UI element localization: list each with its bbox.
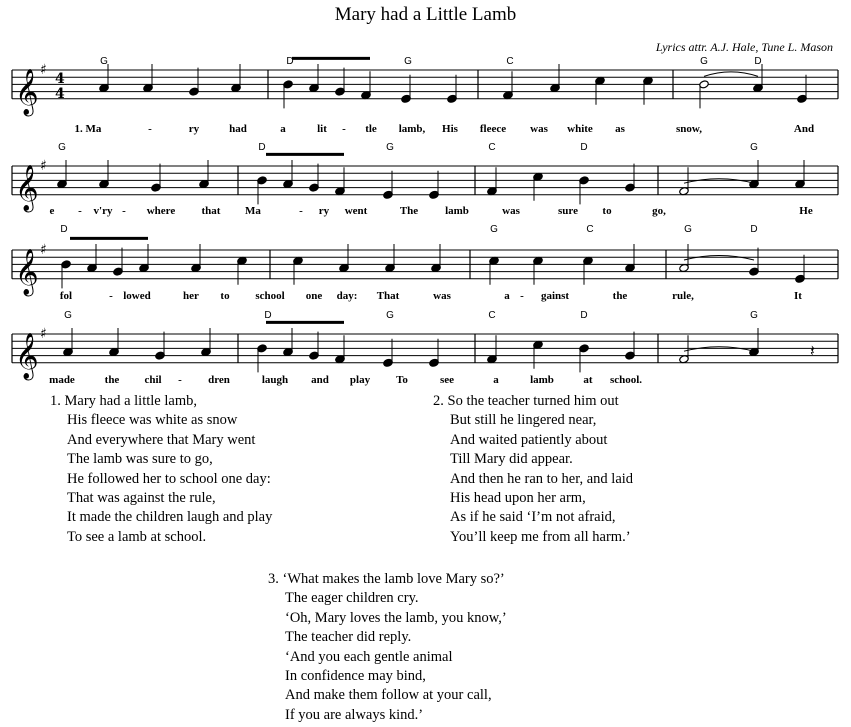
lyric-syllable: It [794, 290, 802, 302]
verse-2 [433, 392, 633, 547]
lyric-syllable: tle [365, 123, 377, 135]
verse-text: It made the children laugh and play [67, 509, 273, 526]
lyric-syllable: ry [318, 205, 330, 217]
lyric-syllable: e [49, 205, 55, 217]
lyric-syllable: day: [336, 290, 358, 302]
tie [684, 347, 754, 352]
verse-line [268, 589, 507, 608]
verse-line [268, 706, 507, 725]
lyric-syllable: a [493, 374, 499, 386]
verse-line [50, 470, 272, 489]
lyric-syllable: The [399, 205, 419, 217]
verse-text: In confidence may bind, [285, 668, 426, 685]
song-title: Mary had a Little Lamb [334, 4, 517, 25]
lyric-syllable: - [520, 290, 524, 302]
chord-symbol: D [580, 142, 588, 153]
lyric-syllable: that [201, 205, 221, 217]
verse-text: ‘Oh, Mary loves the lamb, you know,’ [285, 609, 507, 626]
staff-system [12, 142, 838, 217]
lyric-syllable: - [299, 205, 303, 217]
chord-symbol: G [750, 142, 758, 153]
treble-clef-icon: 𝄞 [15, 248, 39, 295]
time-signature-bottom: 4 [55, 86, 65, 102]
verse-text: He followed her to school one day: [67, 470, 271, 487]
lyric-syllable: And [793, 123, 815, 135]
verse-line [433, 508, 633, 527]
key-signature-sharp: ♯ [40, 242, 47, 258]
verse-text: To see a lamb at school. [67, 528, 207, 545]
lyric-syllable: the [104, 374, 120, 386]
lyric-syllable: chil [144, 374, 162, 386]
verse-text: The teacher did reply. [285, 629, 412, 646]
chord-symbol: D [60, 224, 68, 235]
verse-line [50, 392, 272, 411]
tie [704, 72, 758, 77]
lyric-syllable: was [433, 290, 451, 302]
verse-text: So the teacher turned him out [447, 393, 619, 409]
verse-line [433, 470, 633, 489]
staff-system [12, 224, 838, 302]
quarter-rest-icon: 𝄽 [810, 341, 815, 360]
chord-symbol: D [754, 56, 762, 67]
verse-text: And then he ran to her, and laid [450, 470, 634, 487]
verse-text: The eager children cry. [285, 590, 419, 607]
lyric-syllable: where [146, 205, 176, 217]
lyric-syllable: her [183, 290, 199, 302]
lyric-syllable: the [612, 290, 628, 302]
lyric-syllable: - [148, 123, 152, 135]
lyric-syllable: lit [317, 123, 327, 135]
lyric-syllable: school. [609, 374, 643, 386]
verse-line [50, 508, 272, 527]
chord-symbol: D [264, 310, 272, 321]
lyric-syllable: went [344, 205, 368, 217]
lyric-syllable: sure [558, 205, 578, 217]
verse-text: ‘And you each gentle animal [285, 648, 453, 665]
lyric-syllable: play [349, 374, 371, 386]
lyric-syllable: - [78, 205, 82, 217]
lyric-syllable: white [567, 123, 593, 135]
lyric-syllable: to [220, 290, 230, 302]
lyric-syllable: see [439, 374, 455, 386]
lyric-syllable: school [255, 290, 285, 302]
verse-line [50, 431, 272, 450]
lyric-syllable: lamb [445, 205, 469, 217]
lyric-syllable: lamb [530, 374, 554, 386]
lyric-syllable: to [602, 205, 612, 217]
chord-symbol: C [488, 310, 496, 321]
lyric-syllable: To [396, 374, 408, 386]
verse-line [433, 392, 633, 411]
lyric-syllable: - [109, 290, 113, 302]
lyric-syllable: as [615, 123, 625, 135]
lyric-syllable: fol [59, 290, 73, 302]
chord-symbol: G [750, 310, 758, 321]
verse-number: 2. [433, 393, 448, 409]
verse-line [433, 489, 633, 508]
lyric-syllable: gainst [540, 290, 570, 302]
verse-3 [268, 570, 507, 725]
verse-text: Mary had a little lamb, [64, 393, 197, 409]
lyric-syllable: - [342, 123, 346, 135]
verse-line [433, 450, 633, 469]
verse-text: His fleece was white as snow [67, 412, 238, 429]
chord-symbol: D [286, 56, 294, 67]
lyric-syllable: His [442, 123, 458, 135]
verse-text: ‘What makes the lamb love Mary so?’ [282, 571, 505, 587]
chord-symbol: G [100, 56, 108, 67]
staff-system [12, 310, 838, 386]
verse-text: His head upon her arm, [450, 490, 586, 507]
lyric-syllable: a [280, 123, 286, 135]
key-signature-sharp: ♯ [40, 326, 47, 342]
chord-symbol: G [386, 310, 394, 321]
lyric-syllable: and [311, 374, 329, 386]
verse-text: That was against the rule, [67, 490, 216, 507]
lyric-syllable: lamb, [398, 123, 426, 135]
verse-line [268, 686, 507, 705]
staff-system [12, 56, 838, 135]
verse-line [50, 528, 272, 547]
verse-text: As if he said ‘I’m not afraid, [450, 509, 616, 526]
verse-line [268, 609, 507, 628]
lyric-syllable: 1. Ma [74, 123, 102, 135]
lyric-syllable: had [229, 123, 247, 135]
tie [684, 179, 754, 184]
lyric-syllable: a [504, 290, 510, 302]
treble-clef-icon: 𝄞 [15, 68, 39, 115]
verse-line [268, 648, 507, 667]
lyric-syllable: made [49, 374, 75, 386]
verse-line [50, 489, 272, 508]
verse-line [268, 570, 507, 589]
chord-symbol: G [58, 142, 66, 153]
lyric-syllable: rule, [672, 290, 694, 302]
verse-text: If you are always kind.’ [285, 706, 424, 723]
verse-text: But still he lingered near, [450, 412, 597, 429]
tie [684, 256, 754, 261]
lyric-syllable: He [799, 205, 813, 217]
verse-line [268, 628, 507, 647]
key-signature-sharp: ♯ [40, 158, 47, 174]
lyrics-credit: Lyrics attr. A.J. Hale, Tune L. Mason [655, 40, 833, 54]
verse-text: Till Mary did appear. [450, 451, 573, 468]
lyric-syllable: dren [208, 374, 230, 386]
lyric-syllable: - [178, 374, 182, 386]
chord-symbol: D [750, 224, 758, 235]
chord-symbol: G [64, 310, 72, 321]
verse-line [433, 411, 633, 430]
verse-number: 1. [50, 393, 65, 409]
lyric-syllable: was [530, 123, 548, 135]
verse-line [268, 667, 507, 686]
chord-symbol: G [386, 142, 394, 153]
lyric-syllable: laugh [261, 374, 289, 386]
verse-1 [50, 392, 272, 547]
lyric-syllable: lowed [123, 290, 151, 302]
treble-clef-icon: 𝄞 [15, 332, 39, 379]
lyric-syllable: Ma [245, 205, 261, 217]
chord-symbol: G [684, 224, 692, 235]
lyric-syllable: v'ry [93, 205, 113, 217]
verse-line [50, 450, 272, 469]
lyric-syllable: snow, [676, 123, 702, 135]
verse-line [50, 411, 272, 430]
lyric-syllable: was [502, 205, 520, 217]
chord-symbol: D [580, 310, 588, 321]
chord-symbol: D [258, 142, 266, 153]
chord-symbol: G [700, 56, 708, 67]
chord-symbol: C [506, 56, 514, 67]
verse-text: And make them follow at your call, [285, 687, 492, 704]
verse-text: And waited patiently about [450, 431, 608, 448]
time-signature-top: 4 [55, 71, 65, 87]
verse-text: You’ll keep me from all harm.’ [450, 528, 631, 545]
key-signature-sharp: ♯ [40, 62, 47, 78]
chord-symbol: G [404, 56, 412, 67]
chord-symbol: G [490, 224, 498, 235]
lyric-syllable: at [583, 374, 593, 386]
lyric-syllable: go, [652, 205, 666, 217]
verse-line [433, 528, 633, 547]
verse-line [433, 431, 633, 450]
lyric-syllable: fleece [479, 123, 507, 135]
verse-number: 3. [268, 571, 283, 587]
treble-clef-icon: 𝄞 [15, 164, 39, 211]
verse-text: And everywhere that Mary went [67, 431, 256, 448]
lyric-syllable: - [122, 205, 126, 217]
chord-symbol: C [586, 224, 594, 235]
verse-text: The lamb was sure to go, [67, 451, 213, 468]
lyric-syllable: one [305, 290, 323, 302]
chord-symbol: C [488, 142, 496, 153]
lyric-syllable: That [376, 290, 400, 302]
lyric-syllable: ry [188, 123, 200, 135]
